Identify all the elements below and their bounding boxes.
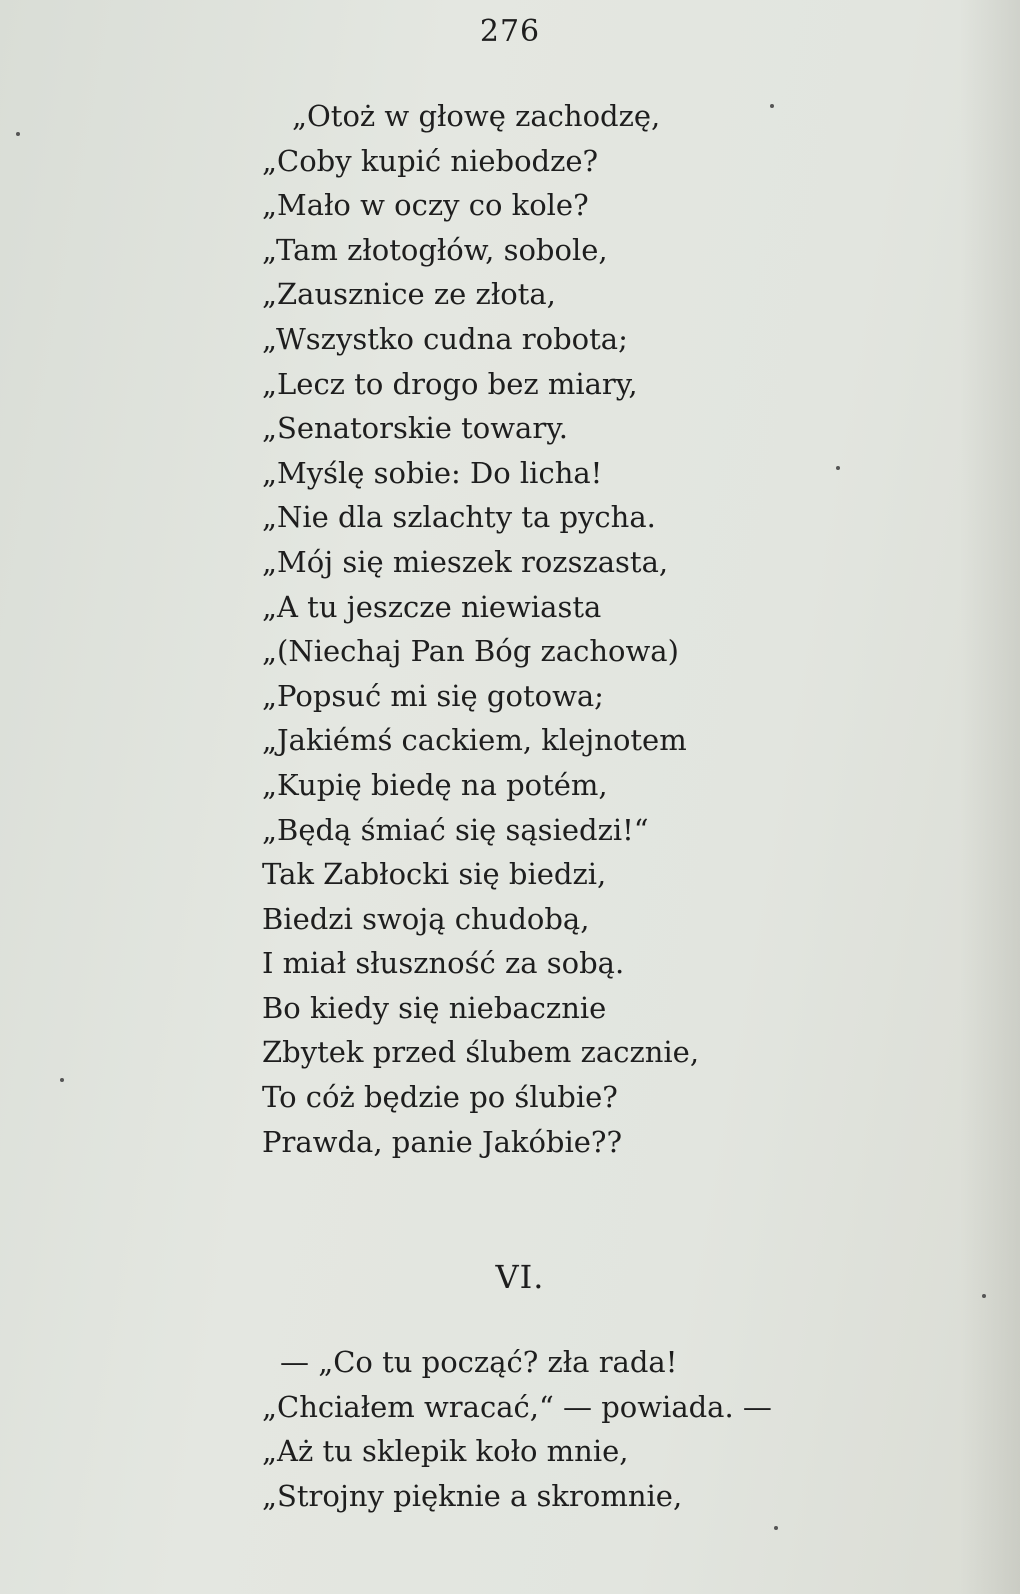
verse-line: — „Co tu począć? zła rada! xyxy=(280,1345,678,1379)
verse-line: „(Niechaj Pan Bóg zachowa) xyxy=(262,634,679,669)
verse-line: Prawda, panie Jakóbie?? xyxy=(262,1124,623,1159)
paper-speck xyxy=(770,104,774,108)
verse-line: „Coby kupić niebodze? xyxy=(262,143,599,178)
verse-line: „Chciałem wracać,“ — powiada. — xyxy=(262,1389,772,1424)
paper-speck xyxy=(836,466,840,470)
verse-line: „Mój się mieszek rozszasta, xyxy=(262,544,669,579)
section-heading: VI. xyxy=(495,1258,545,1296)
verse-line: „Otoż w głowę zachodzę, xyxy=(292,99,661,133)
verse-block-1 xyxy=(262,94,699,1164)
verse-line: Zbytek przed ślubem zacznie, xyxy=(262,1035,700,1070)
verse-line: „A tu jeszcze niewiasta xyxy=(262,589,602,624)
verse-line: „Myślę sobie: Do licha! xyxy=(262,455,603,490)
verse-line: „Senatorskie towary. xyxy=(262,411,568,446)
verse-line: „Mało w oczy co kole? xyxy=(262,188,589,223)
paper-speck xyxy=(982,1294,986,1298)
verse-line: Tak Zabłocki się biedzi, xyxy=(262,857,607,892)
verse-line: To cóż będzie po ślubie? xyxy=(262,1080,618,1115)
verse-line: Biedzi swoją chudobą, xyxy=(262,901,590,936)
page-shadow xyxy=(960,0,1020,1594)
verse-line: „Kupię biedę na potém, xyxy=(262,767,608,802)
verse-line: „Aż tu sklepik koło mnie, xyxy=(262,1434,629,1469)
verse-line: „Lecz to drogo bez miary, xyxy=(262,366,638,401)
verse-line: „Jakiémś cackiem, klejnotem xyxy=(262,723,687,758)
verse-line: „Strojny pięknie a skromnie, xyxy=(262,1478,683,1513)
page-number: 276 xyxy=(479,14,541,49)
verse-line: „Zausznice ze złota, xyxy=(262,277,556,312)
verse-line: „Tam złotogłów, sobole, xyxy=(262,232,608,267)
paper-speck xyxy=(60,1078,64,1082)
verse-block-2 xyxy=(262,1340,772,1518)
verse-line: „Nie dla szlachty ta pycha. xyxy=(262,500,656,535)
verse-line: I miał słuszność za sobą. xyxy=(262,946,625,981)
verse-line: Bo kiedy się niebacznie xyxy=(262,990,607,1025)
verse-line: „Popsuć mi się gotowa; xyxy=(262,678,604,713)
paper-speck xyxy=(774,1526,778,1530)
paper-speck xyxy=(16,132,20,136)
verse-line: „Będą śmiać się sąsiedzi!“ xyxy=(262,812,649,847)
verse-line: „Wszystko cudna robota; xyxy=(262,321,628,356)
